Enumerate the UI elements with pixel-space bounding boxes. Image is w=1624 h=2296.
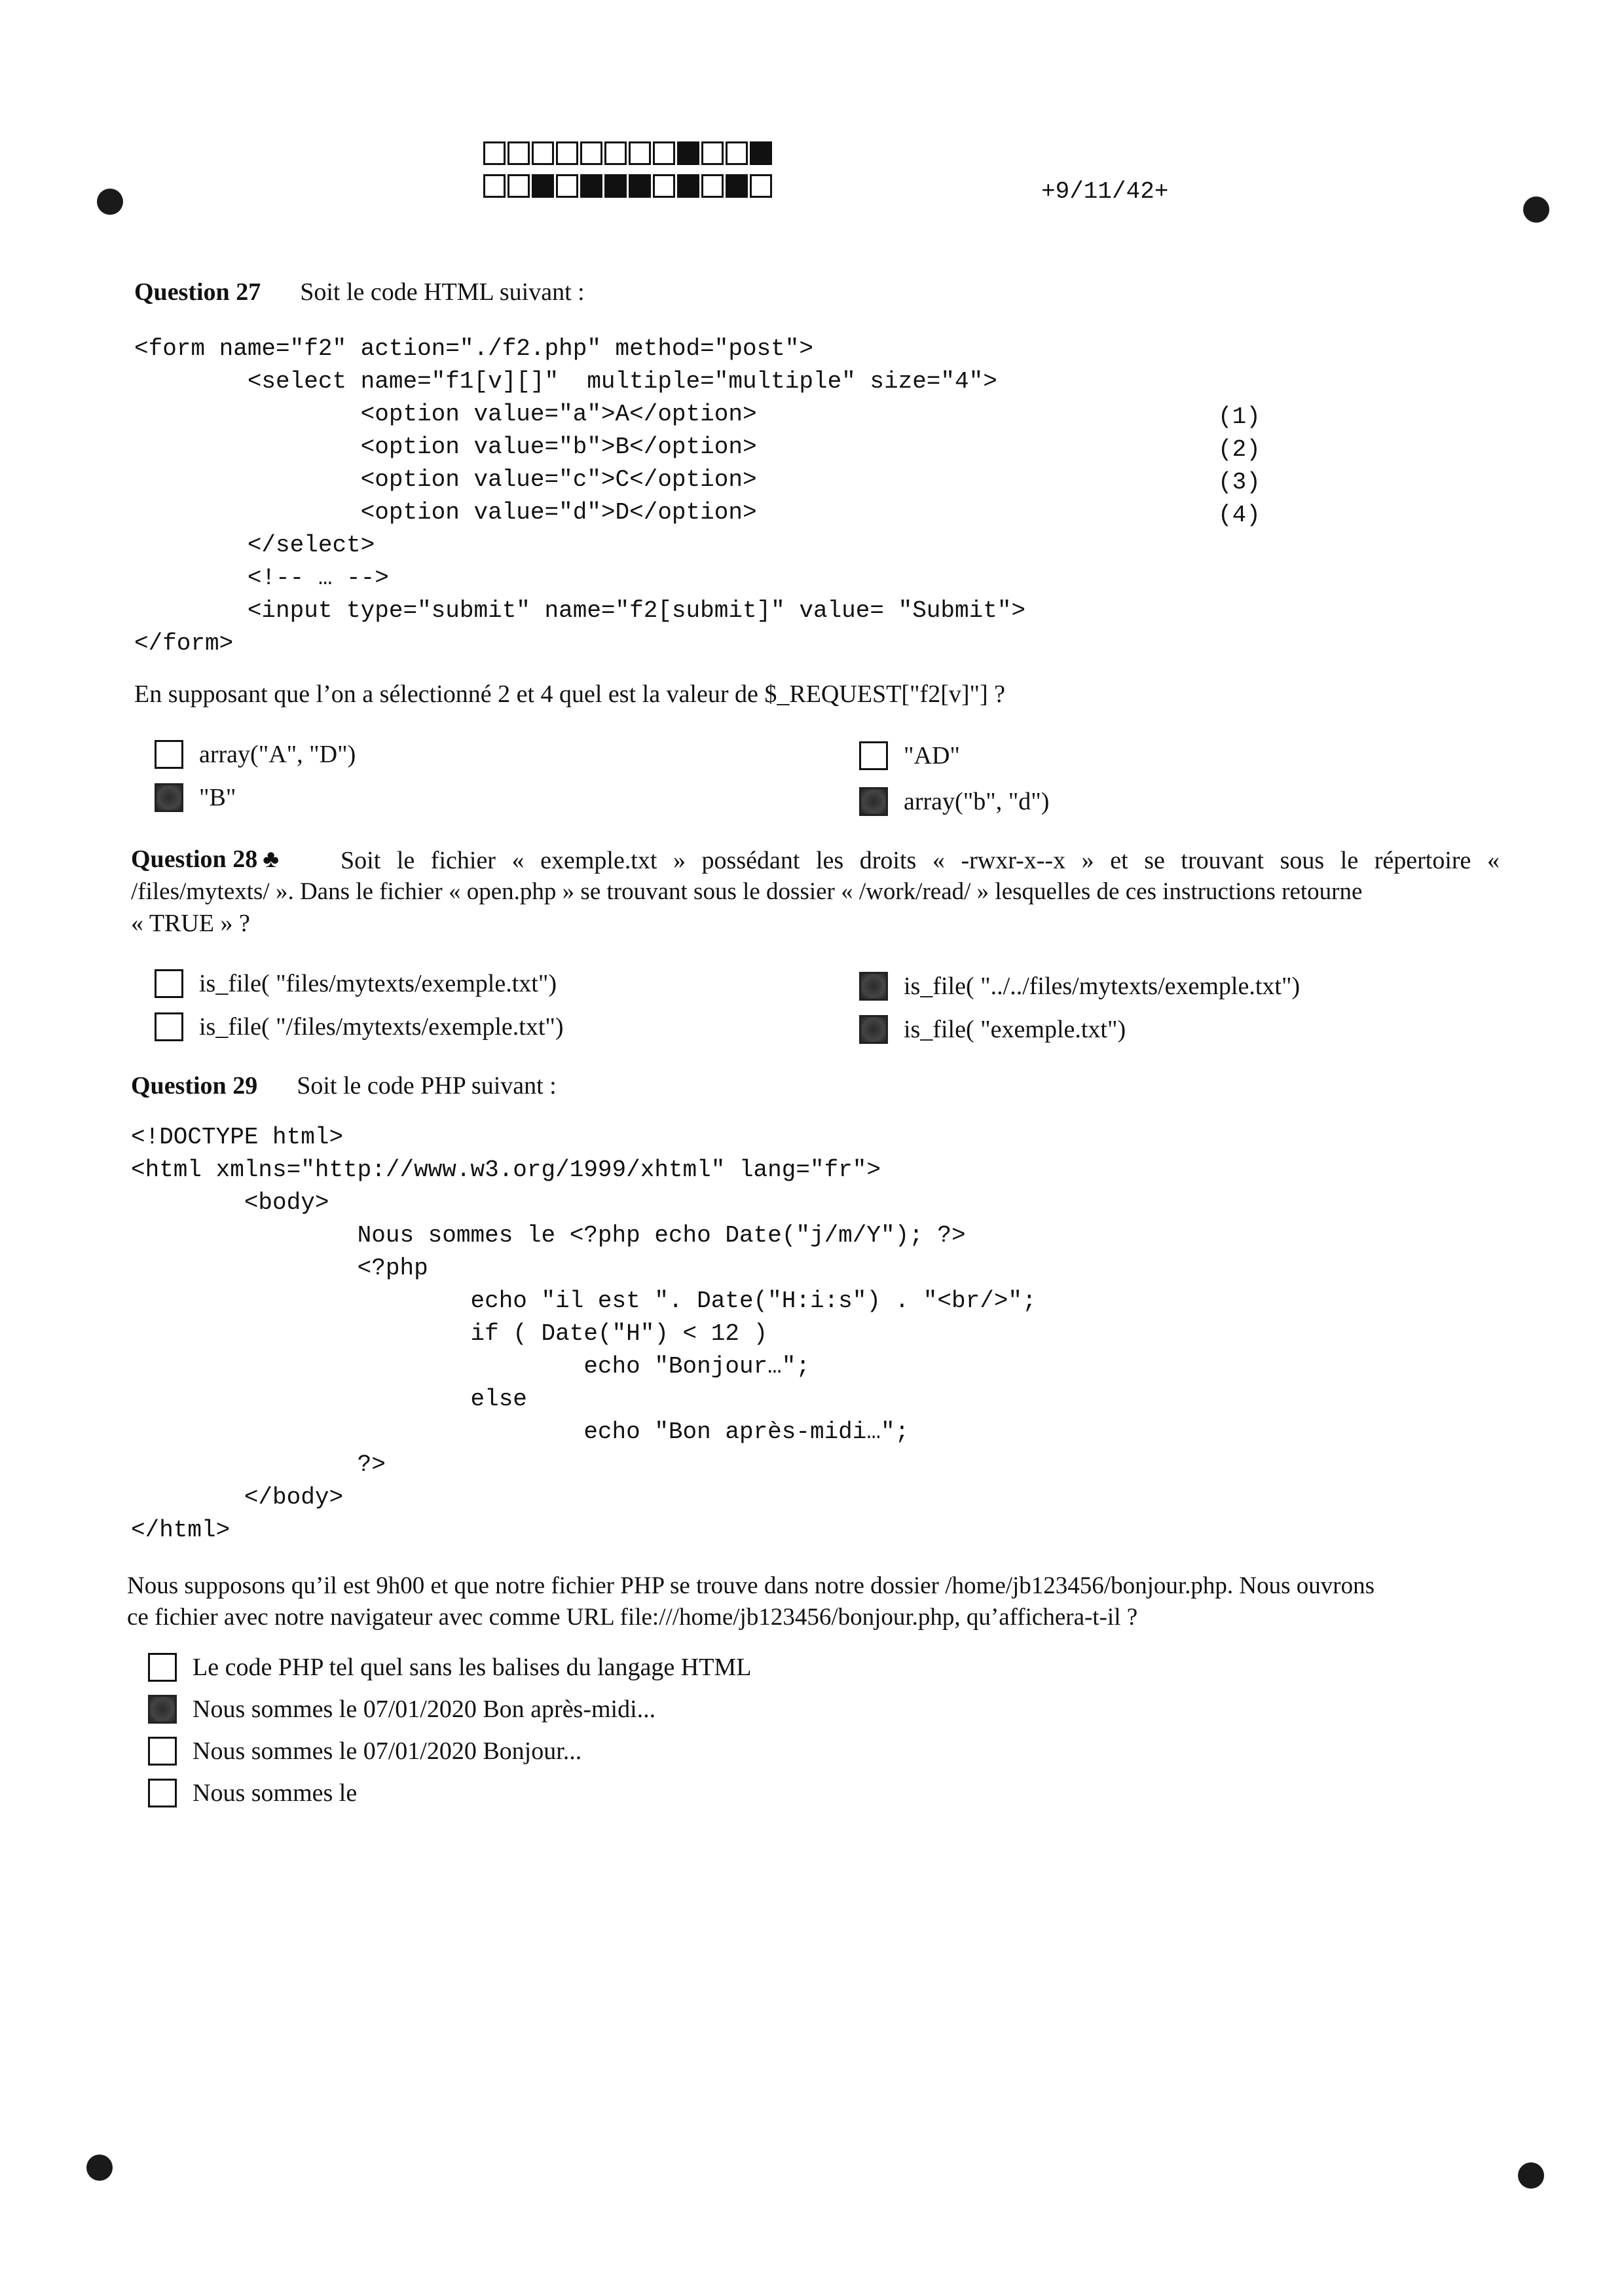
checkbox-checked[interactable] [859,972,888,1001]
choice-label: Nous sommes le 07/01/2020 Bonjour... [193,1737,582,1765]
checkbox-checked[interactable] [859,787,888,816]
checkbox[interactable] [859,741,888,770]
question-intro: Soit le code PHP suivant : [297,1072,557,1100]
q28-choice-4[interactable] [859,1015,1126,1044]
checkbox-checked[interactable] [155,783,183,812]
barcode-cell-empty [701,174,724,198]
question-28-text-line-2: /files/mytexts/ ». Dans le fichier « open.php » se trouvant sous le dossier « /work/read/ » lesquelles de ces instructions retourne [131,878,1363,905]
q28-choice-1[interactable] [155,969,557,998]
barcode-cell-filled [532,174,554,198]
q28-choice-3[interactable] [155,1012,564,1041]
barcode-cell-empty [580,141,602,165]
question-27-text: En supposant que l’on a sélectionné 2 et 4 quel est la valeur de $_REQUEST["f2[v]"] ? [134,680,1006,708]
choice-label: "AD" [904,742,960,769]
q27-choice-4[interactable] [859,787,1049,816]
q29-choice-1[interactable] [148,1653,751,1682]
barcode-cell-empty [604,141,627,165]
barcode-cell-filled [604,174,627,198]
q29-choice-2[interactable] [148,1695,655,1724]
q29-choice-4[interactable] [148,1779,357,1807]
question-intro: Soit le code HTML suivant : [300,278,585,306]
question-27-header [134,278,585,306]
barcode-cell-empty [556,141,578,165]
barcode-cell-empty [653,141,675,165]
barcode-cell-empty [483,141,506,165]
choice-label: is_file( "../../files/mytexts/exemple.txt") [904,972,1301,1000]
choice-label: array("A", "D") [199,741,356,768]
barcode-cell-filled [677,141,699,165]
choice-label: is_file( "exemple.txt") [904,1016,1126,1043]
php-code-block: <!DOCTYPE html> <html xmlns="http://www.w3.org/1999/xhtml" lang="fr"> <body> Nous sommes le <?php echo Date("j/m/Y"); ?> <?php echo "il est ". Date("H:i:s") . "<br/>"; if ( Date("H") < 12 ) echo "Bonjour…"; else echo "Bon après-midi…"; ?> </body> </html> [131,1124,1037,1544]
registration-dot-bottom-left [86,2155,113,2181]
line-ref-2: (2) [1218,436,1261,463]
checkbox[interactable] [155,1012,183,1041]
q27-choice-2[interactable] [859,741,960,770]
checkbox[interactable] [148,1779,177,1807]
choice-label: Nous sommes le 07/01/2020 Bon après-midi... [193,1695,656,1723]
line-ref-4: (4) [1218,502,1261,528]
barcode-cell-filled [726,174,748,198]
barcode-cell-filled [629,174,651,198]
barcode-row-1 [483,141,774,165]
barcode-row-2 [483,174,774,198]
barcode-cell-empty [726,141,748,165]
checkbox[interactable] [155,740,183,769]
question-29-text-line-1: Nous supposons qu’il est 9h00 et que notre fichier PHP se trouve dans notre dossier /home/jb123456/bonjour.php. Nous ouvrons [127,1572,1375,1599]
checkbox-checked[interactable] [859,1015,888,1044]
barcode-cell-empty [532,141,554,165]
checkbox[interactable] [148,1737,177,1766]
question-28-header [131,845,279,874]
question-28-text-line-3: « TRUE » ? [131,910,250,937]
registration-dot-top-left [97,189,123,215]
q29-choice-3[interactable] [148,1737,581,1766]
checkbox[interactable] [155,969,183,998]
barcode-cell-empty [653,174,675,198]
barcode-cell-filled [677,174,699,198]
page-id: +9/11/42+ [1041,178,1169,205]
choice-label: "B" [199,784,236,811]
q28-choice-2[interactable] [859,972,1300,1001]
question-number: Question 29 [131,1072,258,1100]
choice-label: is_file( "/files/mytexts/exemple.txt") [199,1013,564,1041]
choice-label: Le code PHP tel quel sans les balises du langage HTML [193,1654,752,1681]
barcode-cell-empty [483,174,506,198]
choice-label: is_file( "files/mytexts/exemple.txt") [199,970,557,997]
checkbox[interactable] [148,1653,177,1682]
question-29-header [131,1071,557,1100]
registration-dot-bottom-right [1518,2162,1544,2189]
barcode-cell-filled [580,174,602,198]
club-icon: ♣ [263,845,280,873]
question-28-text-line-1: Soit le fichier « exemple.txt » possédant les droits « -rwxr-x--x » et se trouvant sous le répertoire « [341,847,1500,874]
q27-choice-3[interactable] [155,783,236,812]
barcode-cell-empty [556,174,578,198]
choice-label: Nous sommes le [193,1779,358,1807]
barcode-cell-empty [629,141,651,165]
barcode-cell-empty [701,141,724,165]
barcode-cell-empty [507,141,530,165]
line-ref-3: (3) [1218,469,1261,496]
checkbox-checked[interactable] [148,1695,177,1724]
barcode-cell-empty [750,174,772,198]
question-number: Question 28 [131,845,258,873]
registration-dot-top-right [1523,196,1549,223]
question-29-text-line-2: ce fichier avec notre navigateur avec comme URL file:///home/jb123456/bonjour.php, qu’affichera-t-il ? [127,1604,1138,1631]
question-number: Question 27 [134,278,261,306]
q27-choice-1[interactable] [155,740,356,769]
choice-label: array("b", "d") [904,788,1050,815]
barcode-cell-empty [507,174,530,198]
line-ref-1: (1) [1218,403,1261,430]
barcode-cell-filled [750,141,772,165]
html-code-block: <form name="f2" action="./f2.php" method="post"> <select name="f1[v][]" multiple="multiple" size="4"> <option value="a">A</option> <option value="b">B</option> <option value="c">C</option> <option value="d">D</option> </select> <!-- … --> <input type="submit" name="f2[submit]" value= "Submit"> </form> [134,335,1026,657]
